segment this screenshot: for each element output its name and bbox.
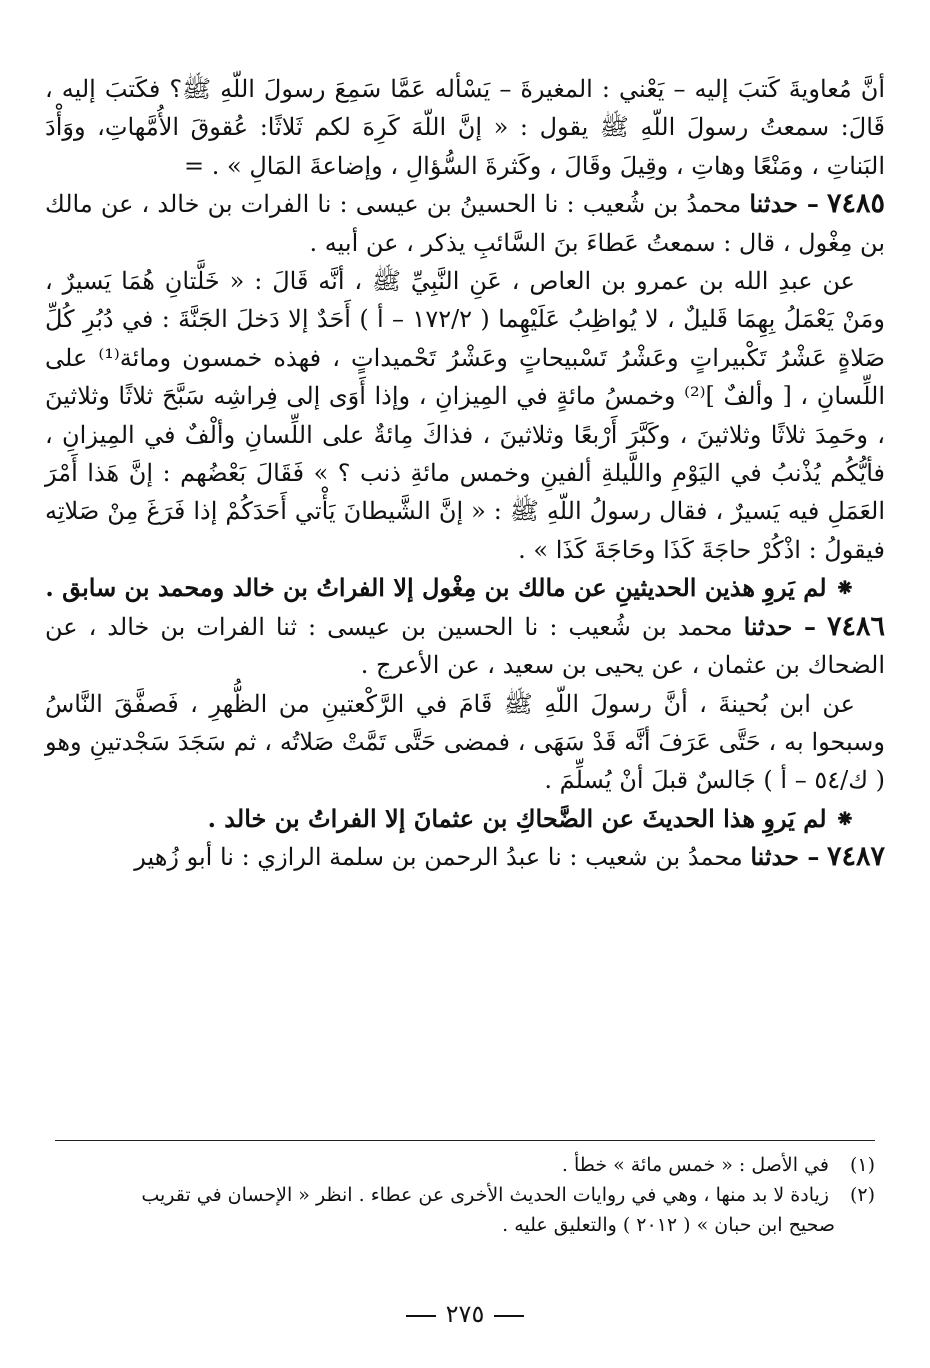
hadith-prefix: – حدثنا: [749, 189, 819, 219]
footnote-divider: [55, 1140, 875, 1141]
narration-note: [45, 569, 885, 607]
page-number-row: [0, 1300, 930, 1328]
hadith-chain: محمد بن شُعيب : نا الحسين بن عيسى : ثنا الفرات بن خالد ، عن الضحاك بن عثمان ، عن يحيى بن سعيد ، عن الأعرج .: [45, 612, 885, 680]
hadith-number: ٧٤٨٦: [826, 610, 885, 642]
hadith-text: عن عبدِ الله بن عمرو بن العاص ، عَنِ النَّبِيِّ ﷺ ، أنَّه قَالَ : « خَلَّتانِ هُمَا يَسيرٌ ، ومَنْ يَعْمَلُ بِهِمَا قَليلٌ ، لا يُواظِبُ عَلَيْهِما ( ١٧٢/٢ – أ ) أَحَدٌ إلا دَخلَ الجَنَّةَ : في دُبُرِ كُلِّ صَلاةٍ عَشْرُ تَكْبيراتٍ وعَشْرُ تَسْبيحاتٍ وعَشْرُ تَحْميداتٍ ، فهذه خمسون ومائة⁽¹⁾ على اللِّسانِ ، [ وألفٌ ]⁽²⁾ وخمسُ مائةٍ في المِيزانِ ، وإذا أَوَى إلى فِراشِه سَبَّحَ ثلاثًا وثلاثينَ ، وحَمِدَ ثلاثًا وثلاثينَ ، وكَبَّرَ أَرْبعًا وثلاثينَ ، فذاكَ مِائةٌ على اللِّسانِ وألْفٌ في المِيزانِ ، فأيُّكُم يُذْنبُ في اليَوْمِ واللَّيلةِ ألفينِ وخمس مائةِ ذنب ؟ » فَقَالَ بَعْضُهم : إنَّ هَذا أَمْرَ العَمَلِ فيه يَسيرٌ ، فقال رسولُ اللّهِ ﷺ : « إنَّ الشَّيطانَ يَأْتي أَحَدَكُمْ إذا فَرَغَ مِنْ صَلاتِه فيقولُ : اذْكُرْ حاجَةَ كَذَا وحَاجَةَ كَذَا » .: [45, 267, 886, 564]
hadith-number: ٧٤٨٥: [826, 188, 885, 220]
narration-note: [45, 800, 885, 838]
footnote-text: في الأصل : « خمس مائة » خطأ .: [561, 1154, 829, 1176]
hadith-chain: محمدُ بن شُعيب : نا الحسينُ بن عيسى : نا الفرات بن خالد ، عن مالك بن مِغْول ، قال : سمعتُ عَطاءَ بنَ السَّائبِ يذكر ، عن أبيه .: [45, 190, 885, 257]
paragraph-continuation: أنَّ مُعاويةَ كَتبَ إليه – يَعْني : المغيرةَ – يَسْأله عَمَّا سَمِعَ رسولَ اللّهِ ﷺ؟ فكَتبَ إليه ، قَالَ: سمعتُ رسولَ اللّهِ ﷺ يقول : « إنَّ اللّهَ كَرِهَ لكم ثَلاثًا: عُقوقَ الأُمَّهاتِ، ووَأْدَ البَناتِ ، ومَنْعًا وهاتِ ، وقِيلَ وقَالَ ، وكَثرةَ السُّؤالِ ، وإضاعةَ المَالِ » . =: [45, 75, 885, 180]
dash-left: [406, 1315, 436, 1317]
footnotes: [55, 1150, 875, 1240]
footnote-1: [55, 1150, 875, 1180]
hadith-7486: [45, 608, 885, 685]
main-text: [45, 70, 885, 877]
hadith-7485: [45, 185, 885, 262]
page-number: ٢٧٥: [445, 1300, 485, 1328]
hadith-prefix: – حدثنا: [750, 842, 820, 872]
footnote-text: زيادة لا بد منها ، وهي في روايات الحديث الأخرى عن عطاء . انظر « الإحسان في تقريب: [141, 1184, 829, 1206]
narration-note-text: لم يَروِ هذا الحديثَ عن الضَّحاكِ بن عثمانَ إلا الفراتُ بن خالد .: [207, 803, 827, 833]
narration-note-text: لم يَروِ هذين الحديثينِ عن مالك بن مِغْول إلا الفراتُ بن خالد ومحمد بن سابق .: [45, 573, 827, 603]
hadith-prefix: – حدثنا: [743, 611, 816, 641]
star-icon: ⁕: [834, 803, 855, 833]
hadith-text: عن ابن بُحينةَ ، أنَّ رسولَ اللّهِ ﷺ قَامَ في الرَّكْعتينِ من الظُّهرِ ، فَصفَّقَ النَّاسُ وسبحوا به ، حَتَّى عَرَفَ أنَّه قَدْ سَهَى ، فمضى حَتَّى تَمَّتْ صَلاتُه ، ثم سَجَدَ سَجْدتينِ وهو ( ك/٥٤ – أ ) جَالسٌ قبلَ أنْ يُسلِّمَ .: [45, 689, 885, 795]
footnote-2: [55, 1180, 875, 1210]
hadith-number: ٧٤٨٧: [826, 841, 885, 873]
star-icon: ⁕: [834, 573, 855, 603]
footnote-number: (٢): [849, 1184, 875, 1206]
hadith-chain: محمدُ بن شعيب : نا عبدُ الرحمن بن سلمة الرازي : نا أبو زُهير: [134, 843, 743, 872]
footnote-number: (١): [849, 1154, 875, 1176]
dash-right: [494, 1315, 524, 1317]
footnote-2-continuation: صحيح ابن حبان » ( ٢٠١٢ ) والتعليق عليه .: [502, 1214, 835, 1236]
hadith-7487: [45, 838, 885, 876]
